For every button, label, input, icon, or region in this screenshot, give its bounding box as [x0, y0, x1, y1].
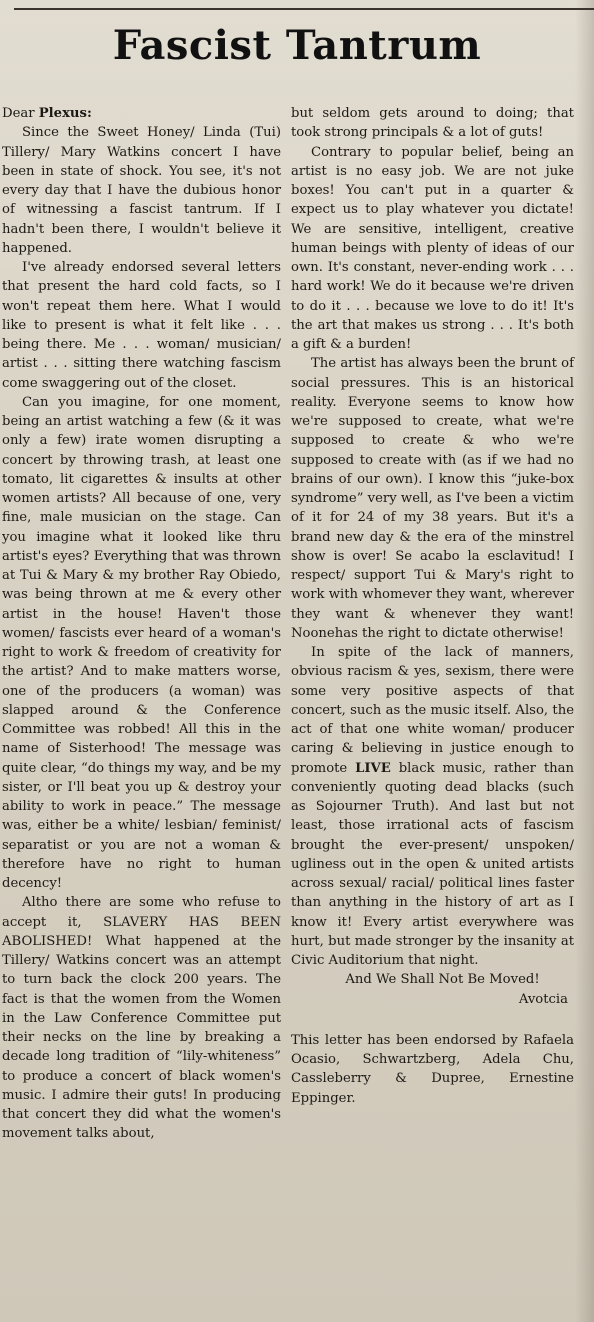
last-paragraph-end: black music, rather than conveniently quoting dead blacks (such as Sojourner Truth). And last but not least, those irrational acts of fascism brought the ever-present/ unspoken/ ugliness out in the open & united artists across sexual/ racial/ political lines faster than anything in the history of art as I know it! Every artist everywhere was hurt, but made stronger by the insanity at Civic Auditorium that night.: [291, 760, 574, 968]
letter-column-right: [291, 104, 574, 1108]
letter-column-left: [2, 104, 281, 1144]
salutation: [2, 104, 281, 123]
headline: Fascist Tantrum: [112, 22, 482, 69]
endorsement-note: This letter has been endorsed by Rafaela Ocasio, Schwartzberg, Adela Chu, Cassleberry & Dupree, Ernestine Eppinger.: [291, 1032, 574, 1106]
page-fold-shadow: [575, 0, 594, 1322]
letter-paragraph: The artist has always been the brunt of social pressures. This is an historical reality. Everyone seems to know how we're supposed to create, what we're supposed to create & who we're supposed to create with (as if we had no brains of our own). I know this “juke-box syndrome” very well, as I've been a victim of it for 24 of my 38 years. But it's a brand new day & the era of the minstrel show is over! Se acabo la esclavitud! I respect/ support Tui & Mary's right to work with whomever they want, wherever they want & whenever they want! Noonehas the right to dictate otherwise!: [291, 356, 574, 641]
last-paragraph-start: In spite of the lack of manners, obvious racism & yes, sexism, there were some very positive aspects of that concert, such as the music itself. Also, the act of that one white woman/ producer caring & believing in justice enough to promote: [291, 645, 574, 776]
letter-paragraph: I've already endorsed several letters that present the hard cold facts, so I won't repeat them here. What I would like to present is what it felt like . . . being there. Me . . . woman/ musician/ artist . . . sitting there watching fascism come swaggering out of the closet.: [2, 260, 281, 391]
salutation-prefix: Dear: [2, 106, 35, 121]
signature: Avotcia: [518, 991, 568, 1007]
letter-paragraph: Since the Sweet Honey/ Linda (Tui) Tillery/ Mary Watkins concert I have been in state of shock. You see, it's not every day that I have the dubious honor of witnessing a fascist tantrum. If I hadn't been there, I wouldn't believe it happened.: [2, 125, 281, 256]
letter-paragraph: Can you imagine, for one moment, being an artist watching a few (& it was only a few) irate women disrupting a concert by throwing trash, at least one tomato, lit cigarettes & insults at other women artists? All because of one, very fine, male musician on the stage. Can you imagine what it looked like thru artist's eyes? Everything that was thrown at Tui & Mary & my brother Ray Obiedo, was being thrown at me & every other artist in the house! Haven't those women/ fascists ever heard of a woman's right to work & freedom of creativity for the artist? And to make matters worse, one of the producers (a woman) was slapped around & the Conference Committee was robbed! All this in the name of Sisterhood! The message was quite clear, “do things my way, and be my sister, or I'll beat you up & destroy your ability to work in peace.” The message was, either be a white/ lesbian/ feminist/ separatist or you are not a woman & therefore have no right to human decency!: [2, 394, 281, 891]
letter-paragraph-continued: but seldom gets around to doing; that took strong principals & a lot of guts!: [291, 106, 574, 141]
top-rule: [14, 8, 594, 10]
closing-line: And We Shall Not Be Moved!: [345, 972, 540, 988]
letter-paragraph-last: [291, 643, 574, 970]
salutation-name: Plexus:: [38, 106, 92, 121]
live-emphasis: LIVE: [355, 760, 391, 776]
letter-paragraph: Altho there are some who refuse to accept it, SLAVERY HAS BEEN ABOLISHED! What happened at the Tillery/ Watkins concert was an attempt to turn back the clock 200 years. The fact is that the women from the Women in the Law Conference Committee put their necks on the line by breaking a decade long tradition of “lily-whiteness” to produce a concert of black women's music. I admire their guts! In producing that concert they did what the women's movement talks about,: [2, 895, 281, 1142]
letter-paragraph: Contrary to popular belief, being an artist is no easy job. We are not juke boxes! You can't put in a quarter & expect us to play whatever you dictate! We are sensitive, intelligent, creative human beings with plenty of ideas of our own. It's constant, never-ending work . . . hard work! We do it because we're driven to do it . . . because we love to do it! It's the art that makes us strong . . . It's both a gift & a burden!: [291, 144, 574, 352]
